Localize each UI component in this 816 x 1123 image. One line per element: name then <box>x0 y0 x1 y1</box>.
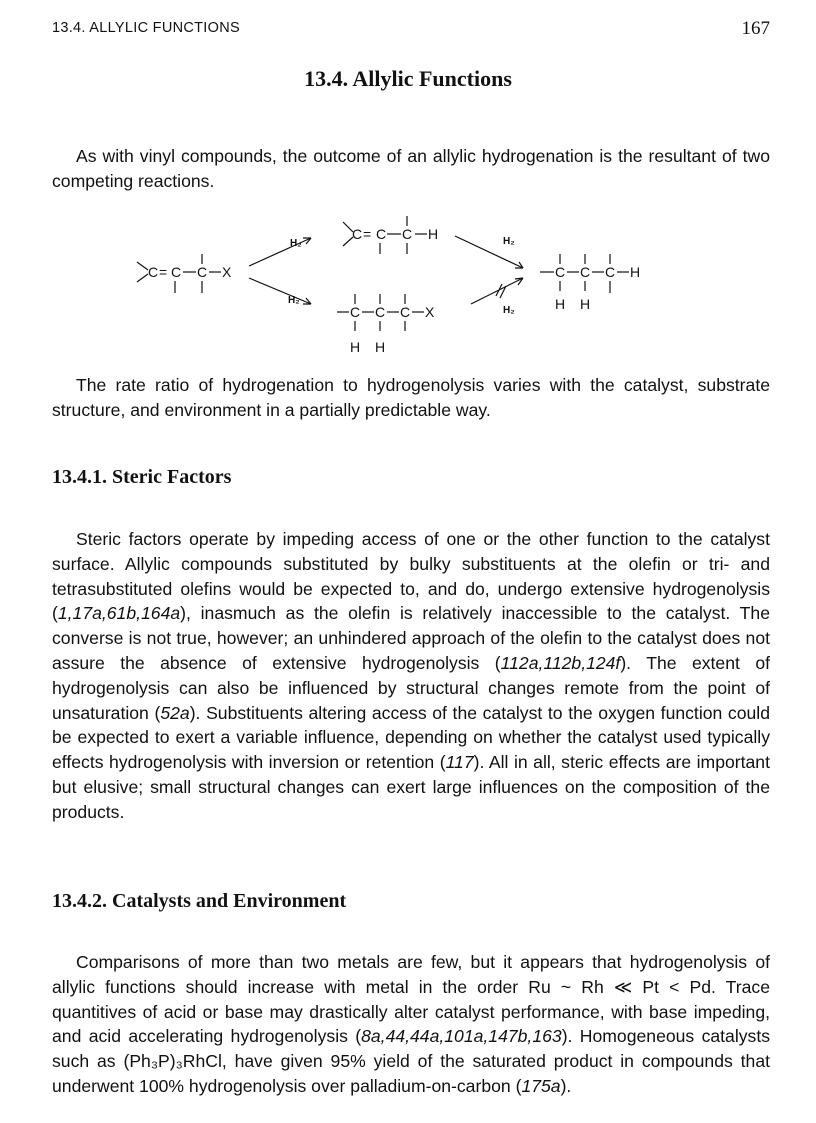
citation: 52a <box>160 702 190 723</box>
arrow-lower-product <box>471 278 523 316</box>
arrow-upper-h2 <box>249 238 311 266</box>
product-molecule <box>540 254 640 312</box>
reaction-scheme <box>135 208 695 358</box>
upper-eq: = <box>363 226 372 242</box>
arrow-lower-h2 <box>249 278 311 306</box>
citation: 175a <box>521 1075 561 1096</box>
lower-c3: C <box>400 304 411 320</box>
start-c2: C <box>171 264 182 280</box>
product-c3: C <box>605 264 616 280</box>
lower-molecule <box>337 294 435 355</box>
upper-h: H <box>428 226 439 242</box>
citation: 8a,44,44a,101a,147b,163 <box>361 1026 562 1047</box>
subsection-heading-steric: 13.4.1. Steric Factors <box>52 466 232 488</box>
section-title: 13.4. Allylic Functions <box>304 66 512 91</box>
intro-paragraph: As with vinyl compounds, the outcome of an allylic hydrogenation is the resultant of two competing reactions. <box>52 146 770 191</box>
subsection-heading-catalysts: 13.4.2. Catalysts and Environment <box>52 890 347 912</box>
rate-paragraph: The rate ratio of hydrogenation to hydrogenolysis varies with the catalyst, substrate structure, and environment in a partially predictable way. <box>52 375 770 420</box>
start-x: X <box>222 264 232 280</box>
lower-h1: H <box>350 339 361 355</box>
lower-c2: C <box>375 304 386 320</box>
citation: 117 <box>445 752 474 773</box>
citation: 1,17a,61b,164a <box>57 603 181 624</box>
citation: 112a,112b,124f <box>500 652 621 673</box>
start-eq: = <box>159 264 168 280</box>
product-h: H <box>630 264 641 280</box>
h2-label-2: H₂ <box>288 295 300 306</box>
upper-c2: C <box>376 226 387 242</box>
page-number: 167 <box>741 18 770 39</box>
upper-c3: C <box>402 226 413 242</box>
catalysts-paragraph: Comparisons of more than two metals are few, but it appears that hydrogenolysis of allylic functions should increase with metal in the order Ru ~ Rh ≪ Pt < Pd. Trace quantitives of acid or base may drastically alter catalyst performance, with base impeding, and acid accelerating hydrogenolysis (8a,44,44a,101a,147b,163). Homogeneous catalysts such as (Ph₃P)₃RhCl, have given 95% yield of the saturated product in compounds that underwent 100% hydrogenolysis over palladium-on-carbon (175a). <box>52 952 771 1096</box>
upper-c1: C <box>352 226 363 242</box>
product-c1: C <box>555 264 566 280</box>
start-c3: C <box>197 264 208 280</box>
lower-h2: H <box>375 339 386 355</box>
product-h2: H <box>580 296 591 312</box>
lower-x: X <box>425 304 435 320</box>
h2-label-3: H₂ <box>503 236 515 247</box>
h2-label-1: H₂ <box>290 238 302 249</box>
product-c2: C <box>580 264 591 280</box>
product-h1: H <box>555 296 566 312</box>
upper-molecule <box>343 216 438 254</box>
steric-paragraph: Steric factors operate by impeding access of one or the other function to the catalyst surface. Allylic compounds substituted by bulky substituents at the olefin or tri- and tetrasubstituted olefins would be expected to, and do, undergo extensive hydrogenolysis (1,17a,61b,164a), inasmuch as the olefin is relatively inaccessible to the catalyst. The converse is not true, however; an unhindered approach of the olefin to the catalyst does not assure the absence of extensive hydrogenolysis (112a,112b,124f). The extent of hydrogenolysis can also be influenced by structural changes remote from the point of unsaturation (52a). Substituents altering access of the catalyst to the oxygen function could be expected to exert a variable influence, depending on whether the catalyst used typically effects hydrogenolysis with inversion or retention (117). All in all, steric effects are important but elusive; small structural changes can exert large influences on the composition of the products. <box>52 529 770 822</box>
arrow-upper-product <box>455 236 523 268</box>
start-c1: C <box>148 264 159 280</box>
lower-c1: C <box>350 304 361 320</box>
start-molecule <box>137 254 232 293</box>
h2-label-4: H₂ <box>503 305 515 316</box>
running-head: 13.4. ALLYLIC FUNCTIONS <box>52 20 240 36</box>
